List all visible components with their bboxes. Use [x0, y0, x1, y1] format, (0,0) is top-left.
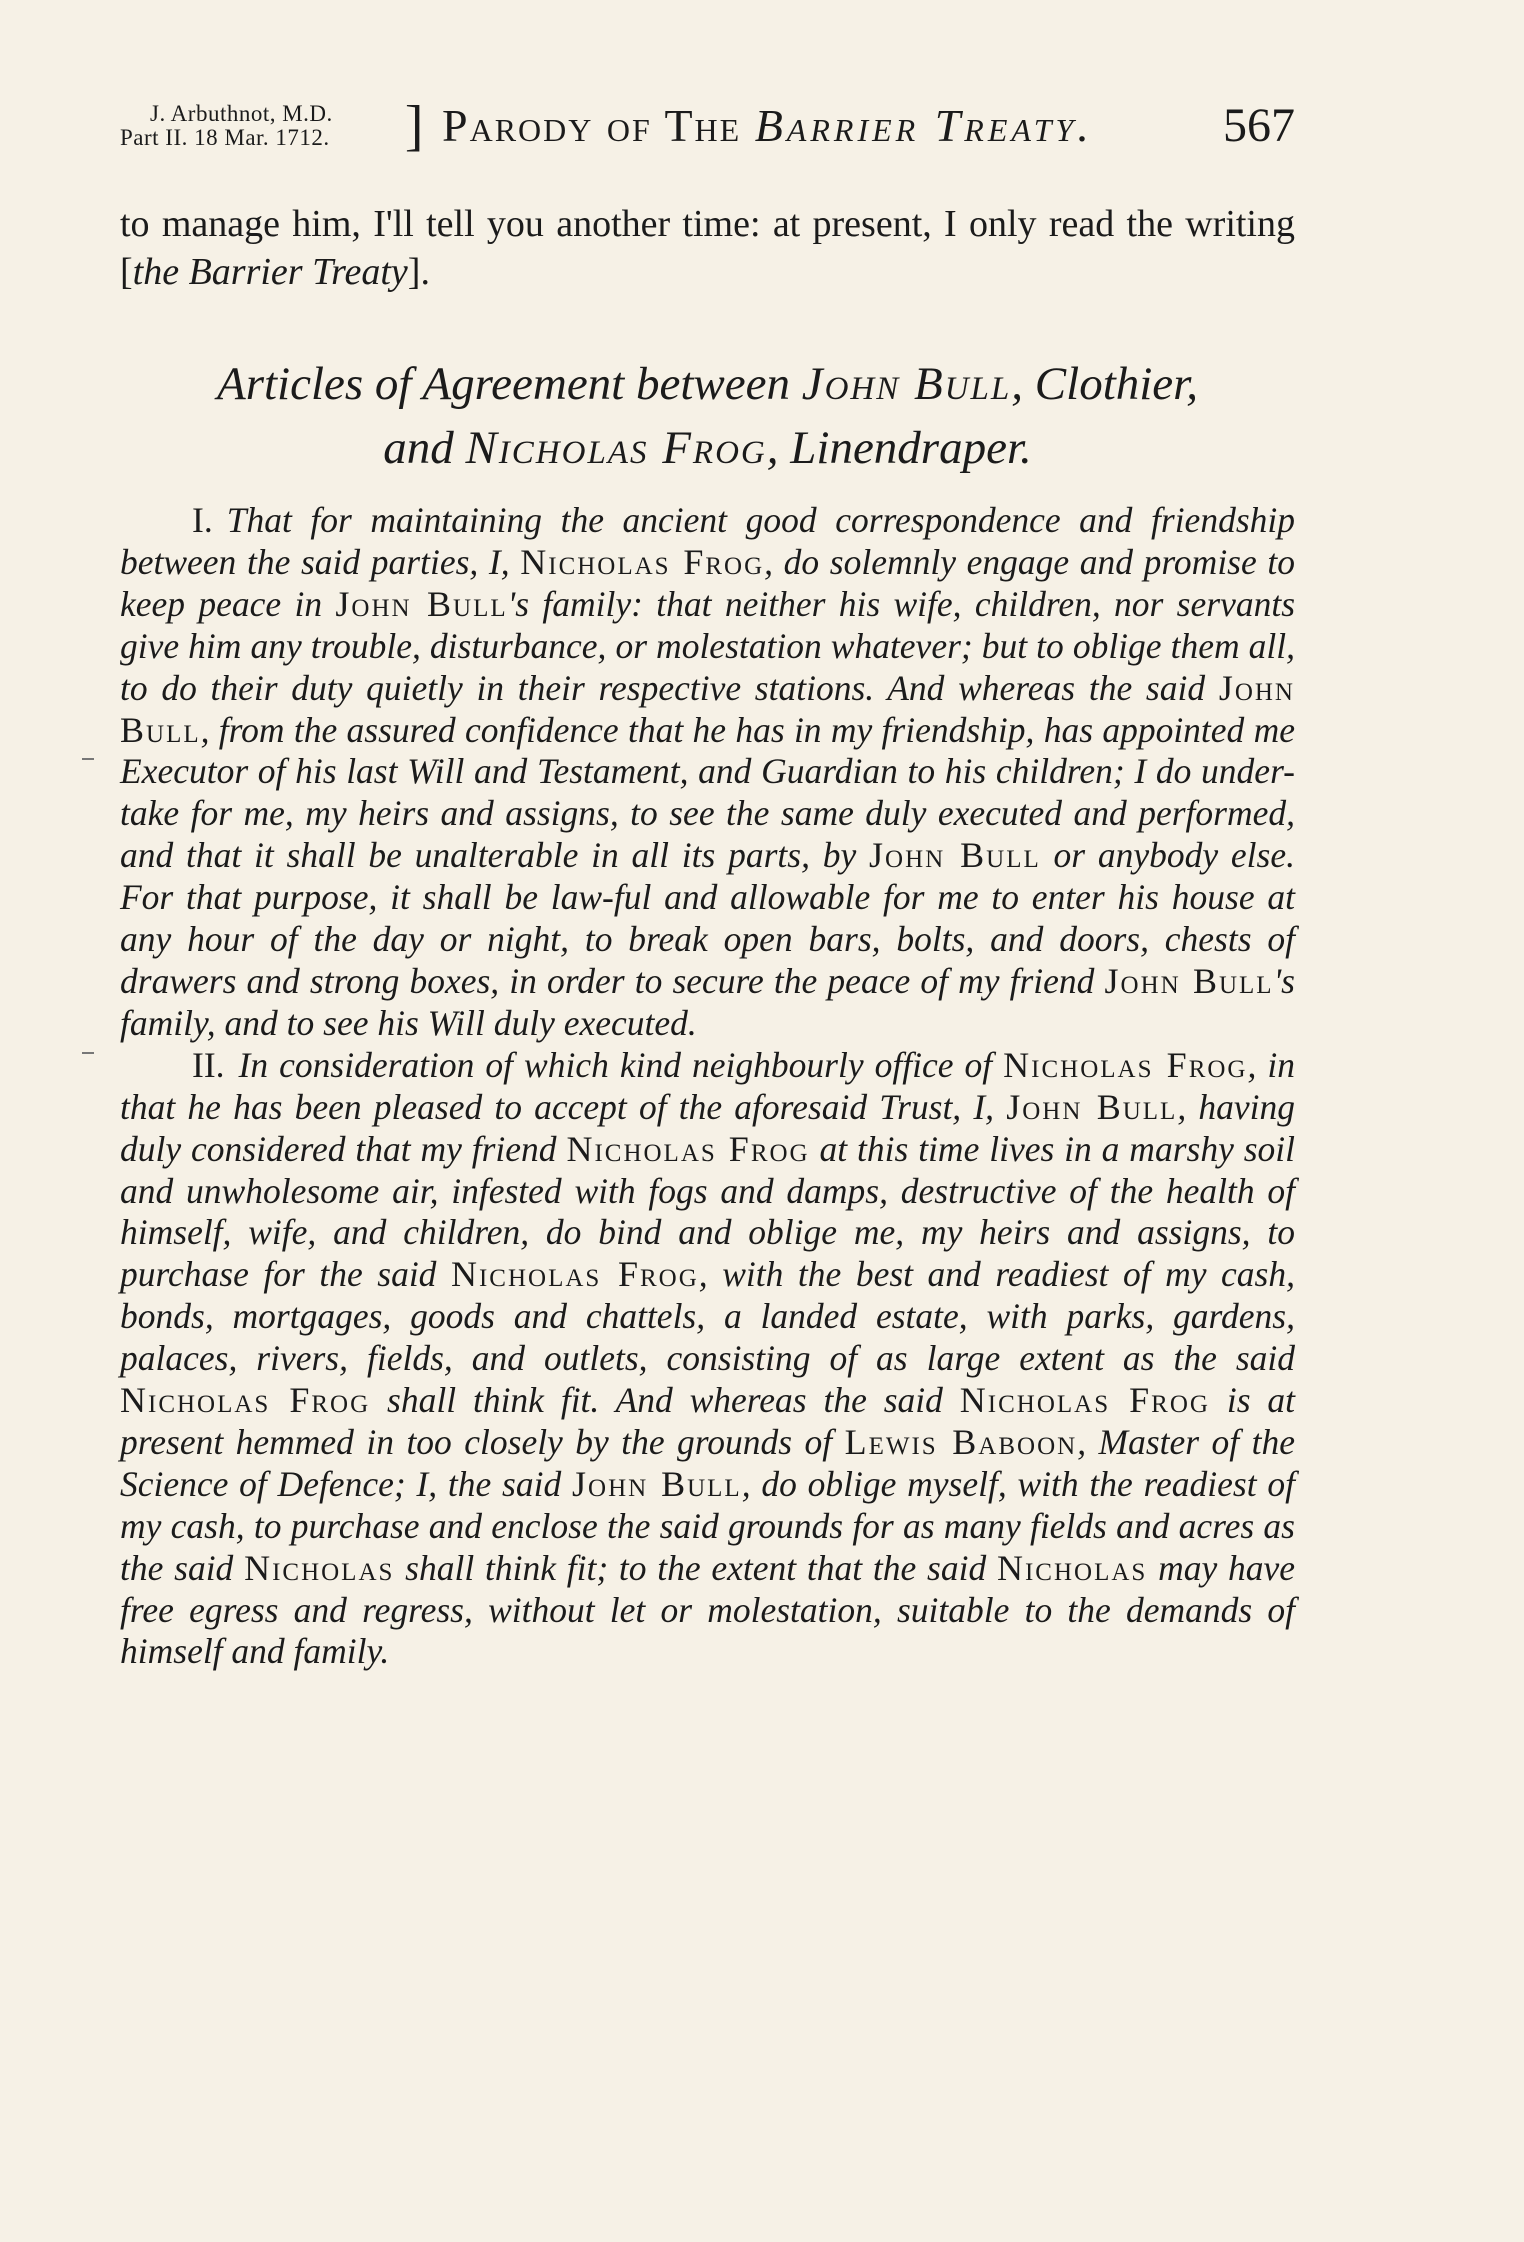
- article-text: may have free egress and regress, without let or molestation, suitable to the demands of himself and family.: [120, 1547, 1295, 1672]
- person-name: Nicholas Frog: [1003, 1044, 1248, 1085]
- margin-mark: [82, 758, 94, 760]
- article-text: , having duly considered that my friend: [120, 1086, 1295, 1169]
- person-name: Nicholas Frog: [959, 1380, 1210, 1421]
- article-text: That for maintaining the ancient good correspondence and friendship between the said parties, I,: [120, 500, 1295, 582]
- title-part-1: Articles of Agreement between: [217, 358, 802, 410]
- person-name: John Bull: [120, 667, 1295, 750]
- person-name: John Bull: [1104, 960, 1274, 1001]
- person-name: John Bull: [869, 835, 1041, 876]
- title-name-nicholas-frog: Nicholas Frog: [465, 422, 767, 474]
- person-name: Nicholas Frog: [520, 541, 765, 582]
- side-note-author: J. Arbuthnot, M.D.: [150, 101, 333, 126]
- intro-paragraph: [120, 200, 1295, 296]
- intro-text-before: to manage him, I'll tell you another time: at present, I only read the writing [: [120, 203, 1295, 293]
- article-text: , do solemnly engage and promise to keep peace in: [120, 541, 1296, 624]
- running-title: [442, 96, 1093, 156]
- articles-body: [120, 500, 1295, 1673]
- article-text: , Master of the Science of Defence; I, the said: [120, 1421, 1295, 1504]
- running-head: [120, 96, 1295, 166]
- intro-text-after: ].: [407, 251, 430, 293]
- person-name: Lewis Baboon: [844, 1421, 1078, 1462]
- side-note-date: Part II. 18 Mar. 1712.: [120, 125, 330, 150]
- person-name: John Bull: [335, 583, 508, 624]
- title-name-john-bull: John Bull: [801, 358, 1012, 410]
- article-text: , from the assured confidence that he has in my friendship, has appointed me Executor of his last Will and Testament, and Guardian to his children; I do under-take for me, my heirs and assigns, to see the same duly executed and performed, and that it shall be unalterable in all its parts, by: [120, 709, 1295, 876]
- person-name: Nicholas: [996, 1547, 1148, 1588]
- article-text: shall think fit. And whereas the said: [370, 1380, 960, 1421]
- article-text: , with the best and readiest of my cash, bonds, mortgages, goods and chattels, a landed estate, with parks, gardens, palaces, rivers, fields, and outlets, consisting of as large extent as the said: [120, 1254, 1295, 1379]
- person-name: Nicholas Frog: [450, 1254, 699, 1295]
- person-name: John Bull: [572, 1463, 742, 1504]
- side-note: [120, 95, 424, 157]
- article-text: at this time lives in a marshy soil and unwholesome air, infested with fogs and damps, destructive of the health of himself, wife, and children, do bind and oblige me, my heirs and assigns, to purchase for the said: [120, 1128, 1296, 1295]
- article-2: [120, 1045, 1295, 1674]
- side-note-bracket: ]: [404, 95, 424, 157]
- article-text: In consideration of which kind neighbourly office of: [238, 1044, 1004, 1085]
- person-name: Nicholas Frog: [566, 1128, 810, 1169]
- margin-mark: [82, 1052, 94, 1054]
- person-name: Nicholas Frog: [120, 1380, 371, 1421]
- article-text: shall think fit; to the extent that the said: [394, 1547, 997, 1588]
- running-title-italic: Barrier Treaty.: [754, 100, 1093, 151]
- title-part-4: , Linendraper.: [766, 422, 1032, 474]
- title-part-3: and: [383, 422, 466, 474]
- running-title-prefix: Parody of The: [442, 100, 755, 151]
- article-text: is at present hemmed in too closely by the grounds of: [120, 1380, 1296, 1462]
- page-number: 567: [1223, 99, 1295, 152]
- article-text: or anybody else. For that purpose, it shall be law-ful and allowable for me to enter his house at any hour of the day or night, to break open bars, bolts, and doors, chests of drawers and strong boxes, in order to secure the peace of my friend: [120, 835, 1295, 1001]
- article-text: , do oblige myself, with the readiest of my cash, to purchase and enclose the said grounds for as many fields and acres as the said: [120, 1463, 1295, 1588]
- articles-title: [120, 352, 1295, 480]
- article-1: [120, 500, 1295, 1045]
- article-2-numeral: II.: [192, 1044, 225, 1085]
- article-text: , in that he has been pleased to accept of the aforesaid Trust, I,: [120, 1044, 1296, 1127]
- title-part-2: , Clothier,: [1011, 358, 1198, 410]
- person-name: Nicholas: [244, 1547, 395, 1588]
- article-text: 's family: that neither his wife, children, nor servants give him any trouble, disturbance, or molestation whatever; but to oblige them all, to do their duty quietly in their respective stations. And whereas the said: [120, 583, 1296, 708]
- intro-italic: the Barrier Treaty: [132, 251, 408, 293]
- person-name: John Bull: [1006, 1086, 1178, 1127]
- article-text: 's family, and to see his Will duly executed.: [120, 960, 1295, 1043]
- article-1-numeral: I.: [192, 500, 213, 540]
